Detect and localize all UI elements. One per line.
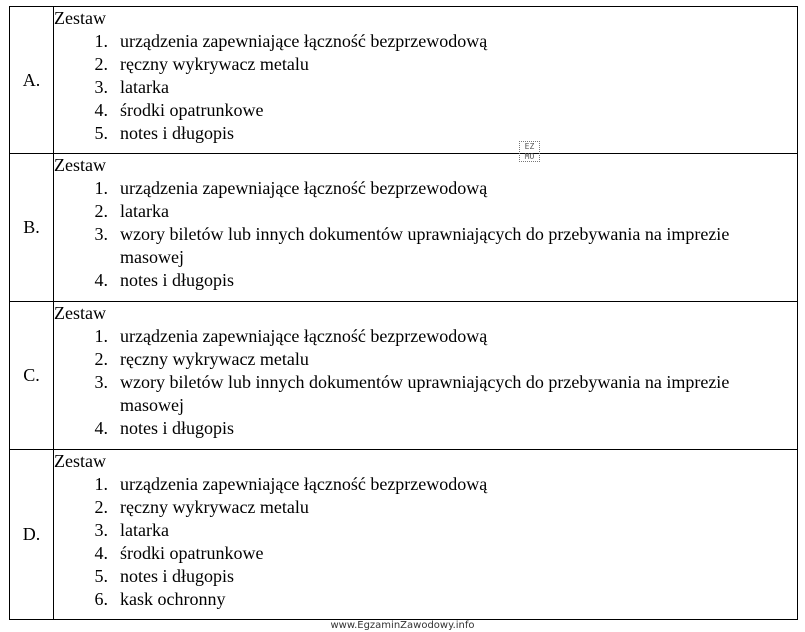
item-number: 3 .: [54, 223, 113, 269]
option-letter: A.: [10, 7, 54, 154]
item-number: 6 .: [54, 588, 113, 611]
item-number: 5 .: [54, 122, 113, 145]
item-list: [54, 177, 797, 292]
answer-options-table: [9, 6, 798, 620]
item-number: 3 .: [54, 371, 113, 417]
item-text: środki opatrunkowe: [120, 543, 264, 563]
item-text: ręczny wykrywacz metalu: [120, 497, 309, 517]
list-item: [54, 325, 797, 348]
option-row-a[interactable]: [10, 7, 798, 154]
option-content: [54, 302, 798, 450]
item-number: 1 .: [54, 177, 113, 200]
list-item: [54, 371, 797, 417]
list-item: [54, 588, 797, 611]
option-letter: B.: [10, 154, 54, 302]
list-item: [54, 519, 797, 542]
item-number: 1 .: [54, 325, 113, 348]
item-number: 3 .: [54, 519, 113, 542]
item-number: 4 .: [54, 269, 113, 292]
list-item: [54, 565, 797, 588]
item-number: 2 .: [54, 496, 113, 519]
set-heading: Zestaw: [54, 155, 106, 175]
item-text: latarka: [120, 77, 169, 97]
option-letter: D.: [10, 450, 54, 620]
list-item: [54, 542, 797, 565]
item-number: 1 .: [54, 473, 113, 496]
watermark-logo: EZ MO: [519, 141, 540, 162]
list-item: [54, 417, 797, 440]
option-row-d[interactable]: [10, 450, 798, 620]
item-text: urządzenia zapewniające łączność bezprzewodową: [120, 31, 488, 51]
item-number: 2 .: [54, 53, 113, 76]
list-item: [54, 177, 797, 200]
item-text: środki opatrunkowe: [120, 100, 264, 120]
item-list: [54, 473, 797, 611]
list-item: [54, 200, 797, 223]
item-list: [54, 325, 797, 440]
list-item: [54, 348, 797, 371]
item-number: 4 .: [54, 417, 113, 440]
list-item: [54, 269, 797, 292]
item-text: kask ochronny: [120, 589, 226, 609]
item-text: notes i długopis: [120, 270, 235, 290]
list-item: [54, 496, 797, 519]
item-text: ręczny wykrywacz metalu: [120, 349, 309, 369]
option-content: [54, 450, 798, 620]
item-number: 4 .: [54, 99, 113, 122]
option-content: [54, 154, 798, 302]
item-text: notes i długopis: [120, 566, 235, 586]
item-number: 2 .: [54, 348, 113, 371]
list-item: [54, 30, 797, 53]
item-text: wzory biletów lub innych dokumentów uprawniających do przebywania na imprezie masowej: [120, 224, 730, 267]
set-heading: Zestaw: [54, 303, 106, 323]
item-text: latarka: [120, 520, 169, 540]
set-heading: Zestaw: [54, 8, 106, 28]
item-number: 2 .: [54, 200, 113, 223]
item-number: 5 .: [54, 565, 113, 588]
item-text: urządzenia zapewniające łączność bezprzewodową: [120, 178, 488, 198]
item-text: notes i długopis: [120, 418, 235, 438]
option-row-c[interactable]: [10, 302, 798, 450]
footer-url: www.EgzaminZawodowy.info: [330, 620, 475, 631]
item-list: [54, 30, 797, 145]
list-item: [54, 76, 797, 99]
item-text: wzory biletów lub innych dokumentów uprawniających do przebywania na imprezie masowej: [120, 372, 730, 415]
list-item: [54, 53, 797, 76]
option-letter: C.: [10, 302, 54, 450]
list-item: [54, 122, 797, 145]
option-content: [54, 7, 798, 154]
item-text: notes i długopis: [120, 123, 235, 143]
item-number: 3 .: [54, 76, 113, 99]
item-text: urządzenia zapewniające łączność bezprzewodową: [120, 326, 488, 346]
item-text: ręczny wykrywacz metalu: [120, 54, 309, 74]
item-text: urządzenia zapewniające łączność bezprzewodową: [120, 474, 488, 494]
option-row-b[interactable]: [10, 154, 798, 302]
item-text: latarka: [120, 201, 169, 221]
list-item: [54, 99, 797, 122]
set-heading: Zestaw: [54, 451, 106, 471]
list-item: [54, 473, 797, 496]
list-item: [54, 223, 797, 269]
item-number: 4 .: [54, 542, 113, 565]
item-number: 1 .: [54, 30, 113, 53]
